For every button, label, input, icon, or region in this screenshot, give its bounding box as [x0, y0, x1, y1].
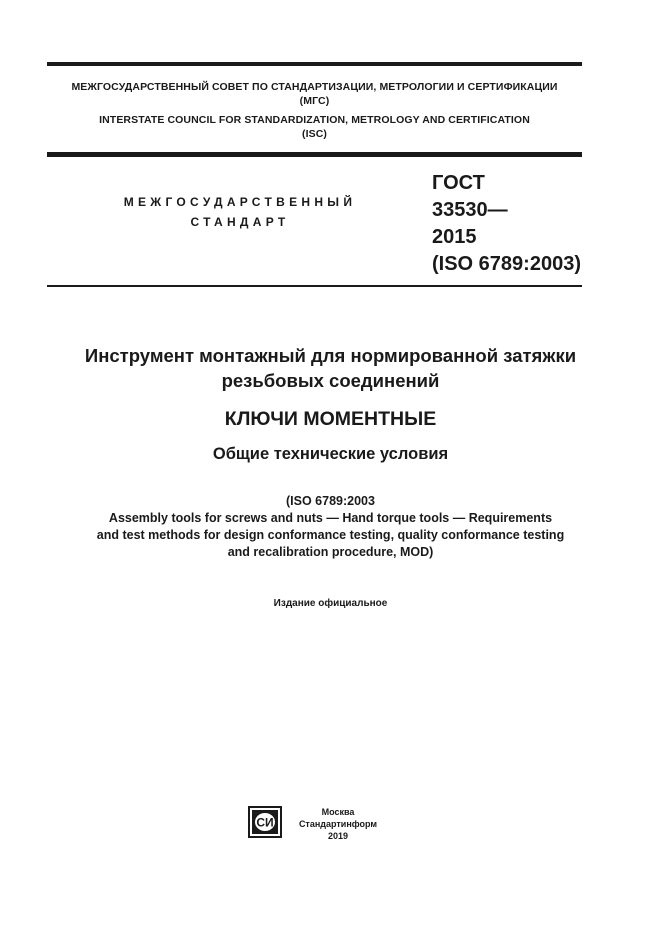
iso-reference-line2: Assembly tools for screws and nuts — Hand torque tools — Requirements: [108, 511, 553, 525]
standard-type-line2: СТАНДАРТ: [190, 215, 290, 229]
standard-type: [105, 192, 375, 232]
council-en-abbr: (ISC): [302, 128, 327, 140]
council-ru-name: МЕЖГОСУДАРСТВЕННЫЙ СОВЕТ ПО СТАНДАРТИЗАЦИИ, МЕТРОЛОГИИ И СЕРТИФИКАЦИИ: [71, 81, 558, 93]
publisher-year: 2019: [327, 831, 349, 841]
middle-rule: [47, 152, 582, 157]
top-rule: [47, 62, 582, 66]
iso-reference-line4: and recalibration procedure, MOD): [227, 545, 434, 559]
document-title-line1: Инструмент монтажный для нормированной затяжки: [84, 345, 577, 366]
council-ru: [47, 80, 582, 108]
iso-reference-line1: (ISO 6789:2003: [286, 494, 375, 508]
council-en-name: INTERSTATE COUNCIL FOR STANDARDIZATION, METROLOGY AND CERTIFICATION: [99, 114, 530, 126]
gost-iso-ref: (ISO 6789:2003): [432, 253, 581, 275]
iso-reference: [20, 493, 641, 561]
bottom-rule: [47, 285, 582, 287]
document-title: [20, 343, 641, 393]
publisher-name: Стандартинформ: [298, 819, 378, 829]
document-subtitle: КЛЮЧИ МОМЕНТНЫЕ: [224, 408, 437, 430]
council-en: [47, 113, 582, 141]
logo-text: СИ: [256, 815, 274, 830]
gost-designation: [432, 170, 592, 278]
standartinform-logo-icon: [248, 806, 282, 838]
standard-type-line1: МЕЖГОСУДАРСТВЕННЫЙ: [123, 195, 357, 209]
publisher-city: Москва: [321, 807, 355, 817]
council-ru-abbr: (МГС): [299, 95, 330, 107]
document-title-line2: резьбовых соединений: [221, 370, 440, 391]
gost-label: ГОСТ: [432, 172, 485, 194]
edition-note: Издание официальное: [273, 598, 388, 609]
gost-number: 33530—: [432, 199, 508, 221]
gost-year: 2015: [432, 226, 477, 248]
document-conditions: Общие технические условия: [212, 445, 449, 463]
iso-reference-line3: and test methods for design conformance testing, quality conformance testing: [96, 528, 565, 542]
publisher-info: [295, 806, 381, 842]
